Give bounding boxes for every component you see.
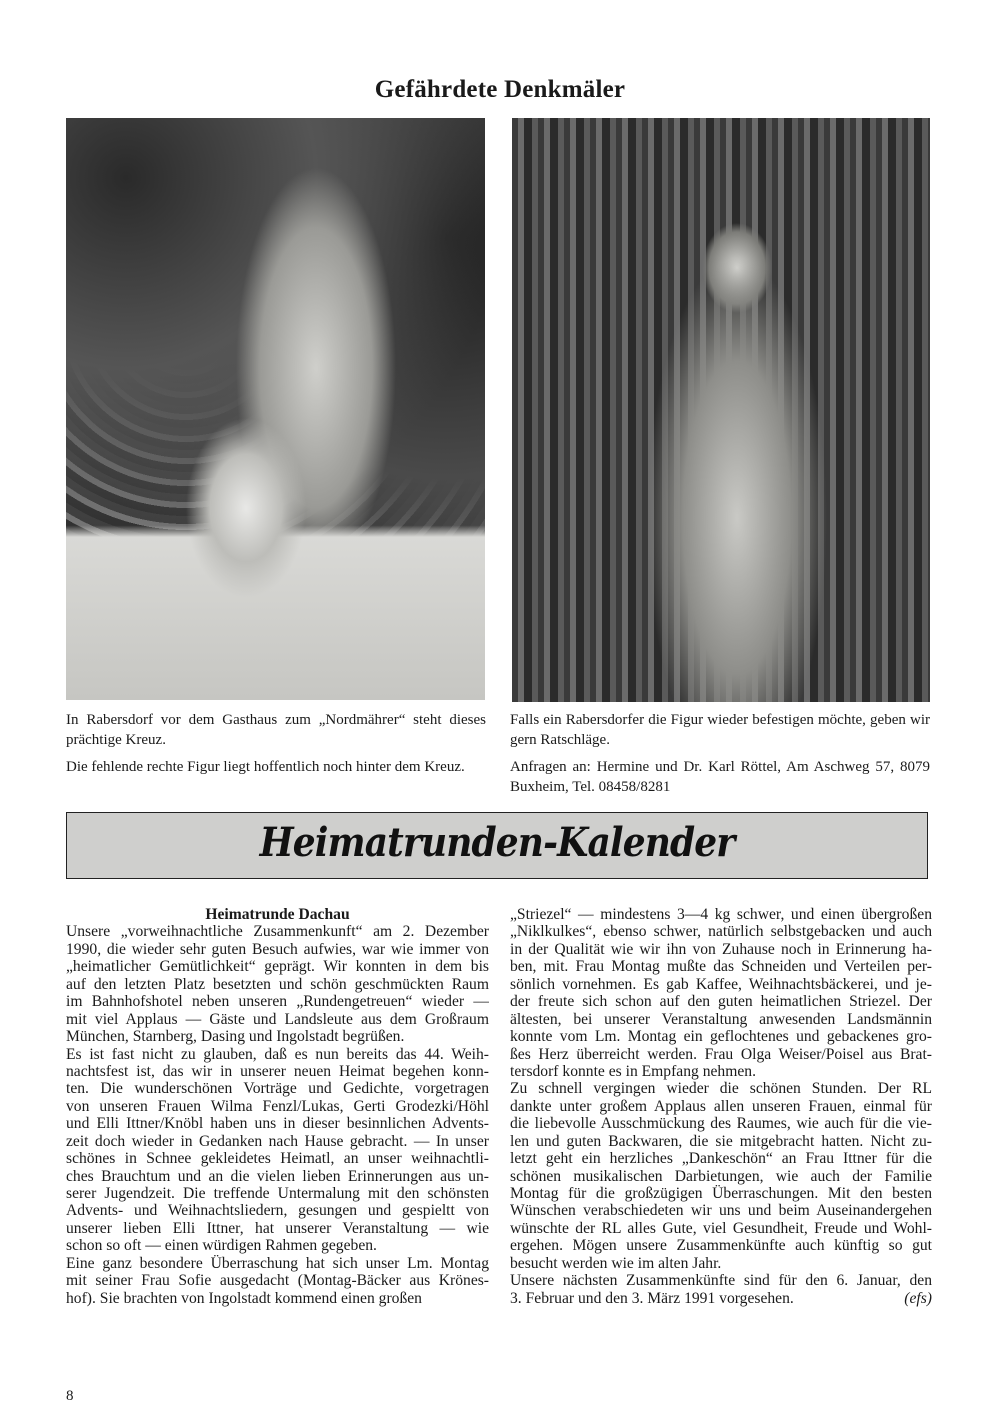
article-column-right [510,906,932,1307]
text-line-content: mit seiner Frau Sofie ausgedacht (Montag-Bäcker aus Krönes- [66,1272,489,1290]
text-line-content: unserer lieben Elli Ittner, hat unserer Veranstaltung — wie [66,1219,489,1237]
photo-praying-figure [512,118,930,702]
text-line [510,958,932,975]
text-line [510,1150,932,1167]
text-line-content: „Niklkulkes“, ebenso schwer, natürlich selbstgebacken und auch [510,923,932,941]
text-line-content: Wünschen verabschiedeten wir uns und beim Auseinandergehen [510,1202,932,1220]
text-line-content: konnte vom Lm. Montag ein geflochtenes und gebackenes gro- [510,1028,932,1046]
caption-text: Falls ein Rabersdorfer die Figur wieder befestigen möchte, geben wir gern Ratschläge. [510,712,930,748]
text-line [510,976,932,993]
text-line [66,1220,489,1237]
text-line-content: zeit doch wieder in Gedanken nach Hause gebracht. — In unser [66,1132,489,1150]
text-line [66,923,489,940]
text-line-content: der freute sich schon auf den guten heimatlichen Striezel. Der [510,993,932,1011]
text-line [66,1185,489,1202]
text-line-content: schönen musikalischen Darbietungen, wie auch der Familie [510,1167,932,1185]
text-line-content: von unseren Frauen Wilma Fenzl/Lukas, Gerti Grodezki/Höhl [66,1097,489,1115]
text-line-content: Unsere „vorweihnachtliche Zusammenkunft“ am 2. Dezember [66,923,489,941]
text-line [66,1255,489,1272]
text-line-content: Unsere nächsten Zusammenkünfte sind für den 6. Januar, den [510,1272,932,1290]
text-line [510,1290,932,1307]
section-banner [66,812,928,879]
text-line [66,958,489,975]
caption-text: Die fehlende rechte Figur liegt hoffentlich noch hinter dem Kreuz. [66,759,465,775]
text-line [510,941,932,958]
text-line-content: in der Qualität wie wir ihn von Zuhause noch in Erinnerung ha- [510,940,932,958]
text-line [510,1098,932,1115]
text-line-content: München, Starnberg, Dasing und Ingolstadt begrüßen. [66,1028,405,1046]
text-line [66,1150,489,1167]
text-line-content: ältesten, bei unserer Veranstaltung anwesenden Landsmännin [510,1010,932,1028]
text-line-content: Eine ganz besondere Überraschung hat sich unser Lm. Montag [66,1254,489,1272]
text-line [510,1202,932,1219]
caption-text: In Rabersdorf vor dem Gasthaus zum „Nordmährer“ steht dieses prächtige Kreuz. [66,712,486,748]
text-line [510,1185,932,1202]
text-line [510,1080,932,1097]
text-line-content: ßes Herz überreicht werden. Frau Olga Weiser/Poisel aus Brat- [510,1045,932,1063]
text-line [66,1011,489,1028]
text-line-content: tersdorf konnte es in Empfang nehmen. [510,1062,756,1080]
text-line-content: sönlich vornehmen. Es gab Kaffee, Weihnachtsbäckerei, und je- [510,975,932,993]
text-line-content: ben, mit. Frau Montag mußte das Schneiden und Verteilen per- [510,958,932,976]
text-line-content: besucht werden wie im alten Jahr. [510,1254,722,1272]
text-line-content: ergehen. Mögen unsere Zusammenkünfte auch künftig so gut [510,1237,932,1255]
caption-text: Anfragen an: Hermine und Dr. Karl Röttel, Am Aschweg 57, 8079 Buxheim, Tel. 08458/8281 [510,759,930,795]
text-line [66,993,489,1010]
text-line [510,1220,932,1237]
text-line [66,1272,489,1289]
text-line [66,941,489,958]
text-line [510,1255,932,1272]
text-line-content: und Elli Ittner/Knöbl haben uns in dieser besinnlichen Advents- [66,1115,489,1133]
text-line-content: mit viel Applaus — Gäste und Landsleute aus dem Großraum [66,1010,489,1028]
text-line [510,1272,932,1289]
text-line-content: „heimatlicher Gemütlichkeit“ geprägt. Wir konnten in dem bis [66,958,489,976]
caption-left [66,711,486,786]
text-line [66,1063,489,1080]
author-signature: (efs) [904,1289,932,1307]
photo-cross-monument [66,118,485,700]
text-line-content: nachtsfest ist, das wir in unserer neuen Heimat begehen konn- [66,1062,489,1080]
text-line [66,1237,489,1254]
text-line-content: wünschte der RL alles Gute, viel Gesundheit, Freude und Wohl- [510,1219,932,1237]
page-title: Gefährdete Denkmäler [374,76,626,103]
text-line-content: Advents- und Weihnachtsliedern, gesungen und gespieltt von [66,1202,489,1220]
text-line [66,1202,489,1219]
text-line [66,1133,489,1150]
text-line [510,1063,932,1080]
text-line-content: auf den letzten Platz besetzten und schön geschmückten Raum [66,975,489,993]
text-line-content: schönes in Schnee gekleidetes Heimatl, an unser weihnachtli- [66,1150,489,1168]
text-line [510,906,932,923]
text-line [66,1168,489,1185]
banner-title: Heimatrunden-Kalender [259,819,735,866]
text-line-content: Zu schnell vergingen wieder die schönen Stunden. Der RL [510,1080,932,1098]
text-line-content: die liebevolle Ausschmückung des Raumes, wie auch für die vie- [510,1115,932,1133]
text-line-content: Montag für die großzügigen Überraschungen. Mit den besten [510,1185,932,1202]
text-line-content: serer Jugendzeit. Die treffende Untermalung mit den schönsten [66,1185,489,1202]
text-line-content: ches Brauchtum und an die vielen lieben Erinnerungen aus un- [66,1167,489,1185]
text-line [510,1168,932,1185]
text-line [66,976,489,993]
text-line-content: hof). Sie brachten von Ingolstadt kommend einen großen [66,1289,422,1307]
page-number: 8 [66,1388,74,1404]
text-line [510,1133,932,1150]
text-line [66,1080,489,1097]
text-line-content: len und guten Backwaren, die sie mitgebracht hatten. Nicht zu- [510,1132,932,1150]
text-line-content: „Striezel“ — mindestens 3—4 kg schwer, und einen übergroßen [510,906,932,923]
text-line-content: schon so oft — einen würdigen Rahmen gegeben. [66,1237,377,1255]
text-line [510,1115,932,1132]
text-line [66,1098,489,1115]
text-line-content: dankte unter großem Applaus allen unseren Frauen, einmal für [510,1097,932,1115]
text-line-content: 3. Februar und den 3. März 1991 vorgesehen. [510,1289,794,1307]
text-line [66,1290,489,1307]
text-line [66,1115,489,1132]
text-line [510,923,932,940]
article-column-left [66,906,489,1307]
text-line-content: Es ist fast nicht zu glauben, daß es nun bereits das 44. Weih- [66,1045,489,1063]
text-line [66,1046,489,1063]
text-line [510,1046,932,1063]
text-line [66,1028,489,1045]
text-line-content: letzt geht ein herzliches „Dankeschön“ an Frau Ittner für die [510,1150,932,1168]
caption-right [510,711,930,805]
text-line [510,1011,932,1028]
text-line [510,1237,932,1254]
text-line [510,993,932,1010]
text-line-content: ten. Die wunderschönen Vorträge und Gedichte, vorgetragen [66,1080,489,1098]
text-line [510,1028,932,1045]
text-line-content: im Bahnhofshotel neben unseren „Rundengetreuen“ wieder — [66,993,489,1011]
text-line-content: 1990, die wieder sehr guten Besuch aufwies, war wie immer von [66,940,489,958]
article-heading: Heimatrunde Dachau [205,906,350,923]
